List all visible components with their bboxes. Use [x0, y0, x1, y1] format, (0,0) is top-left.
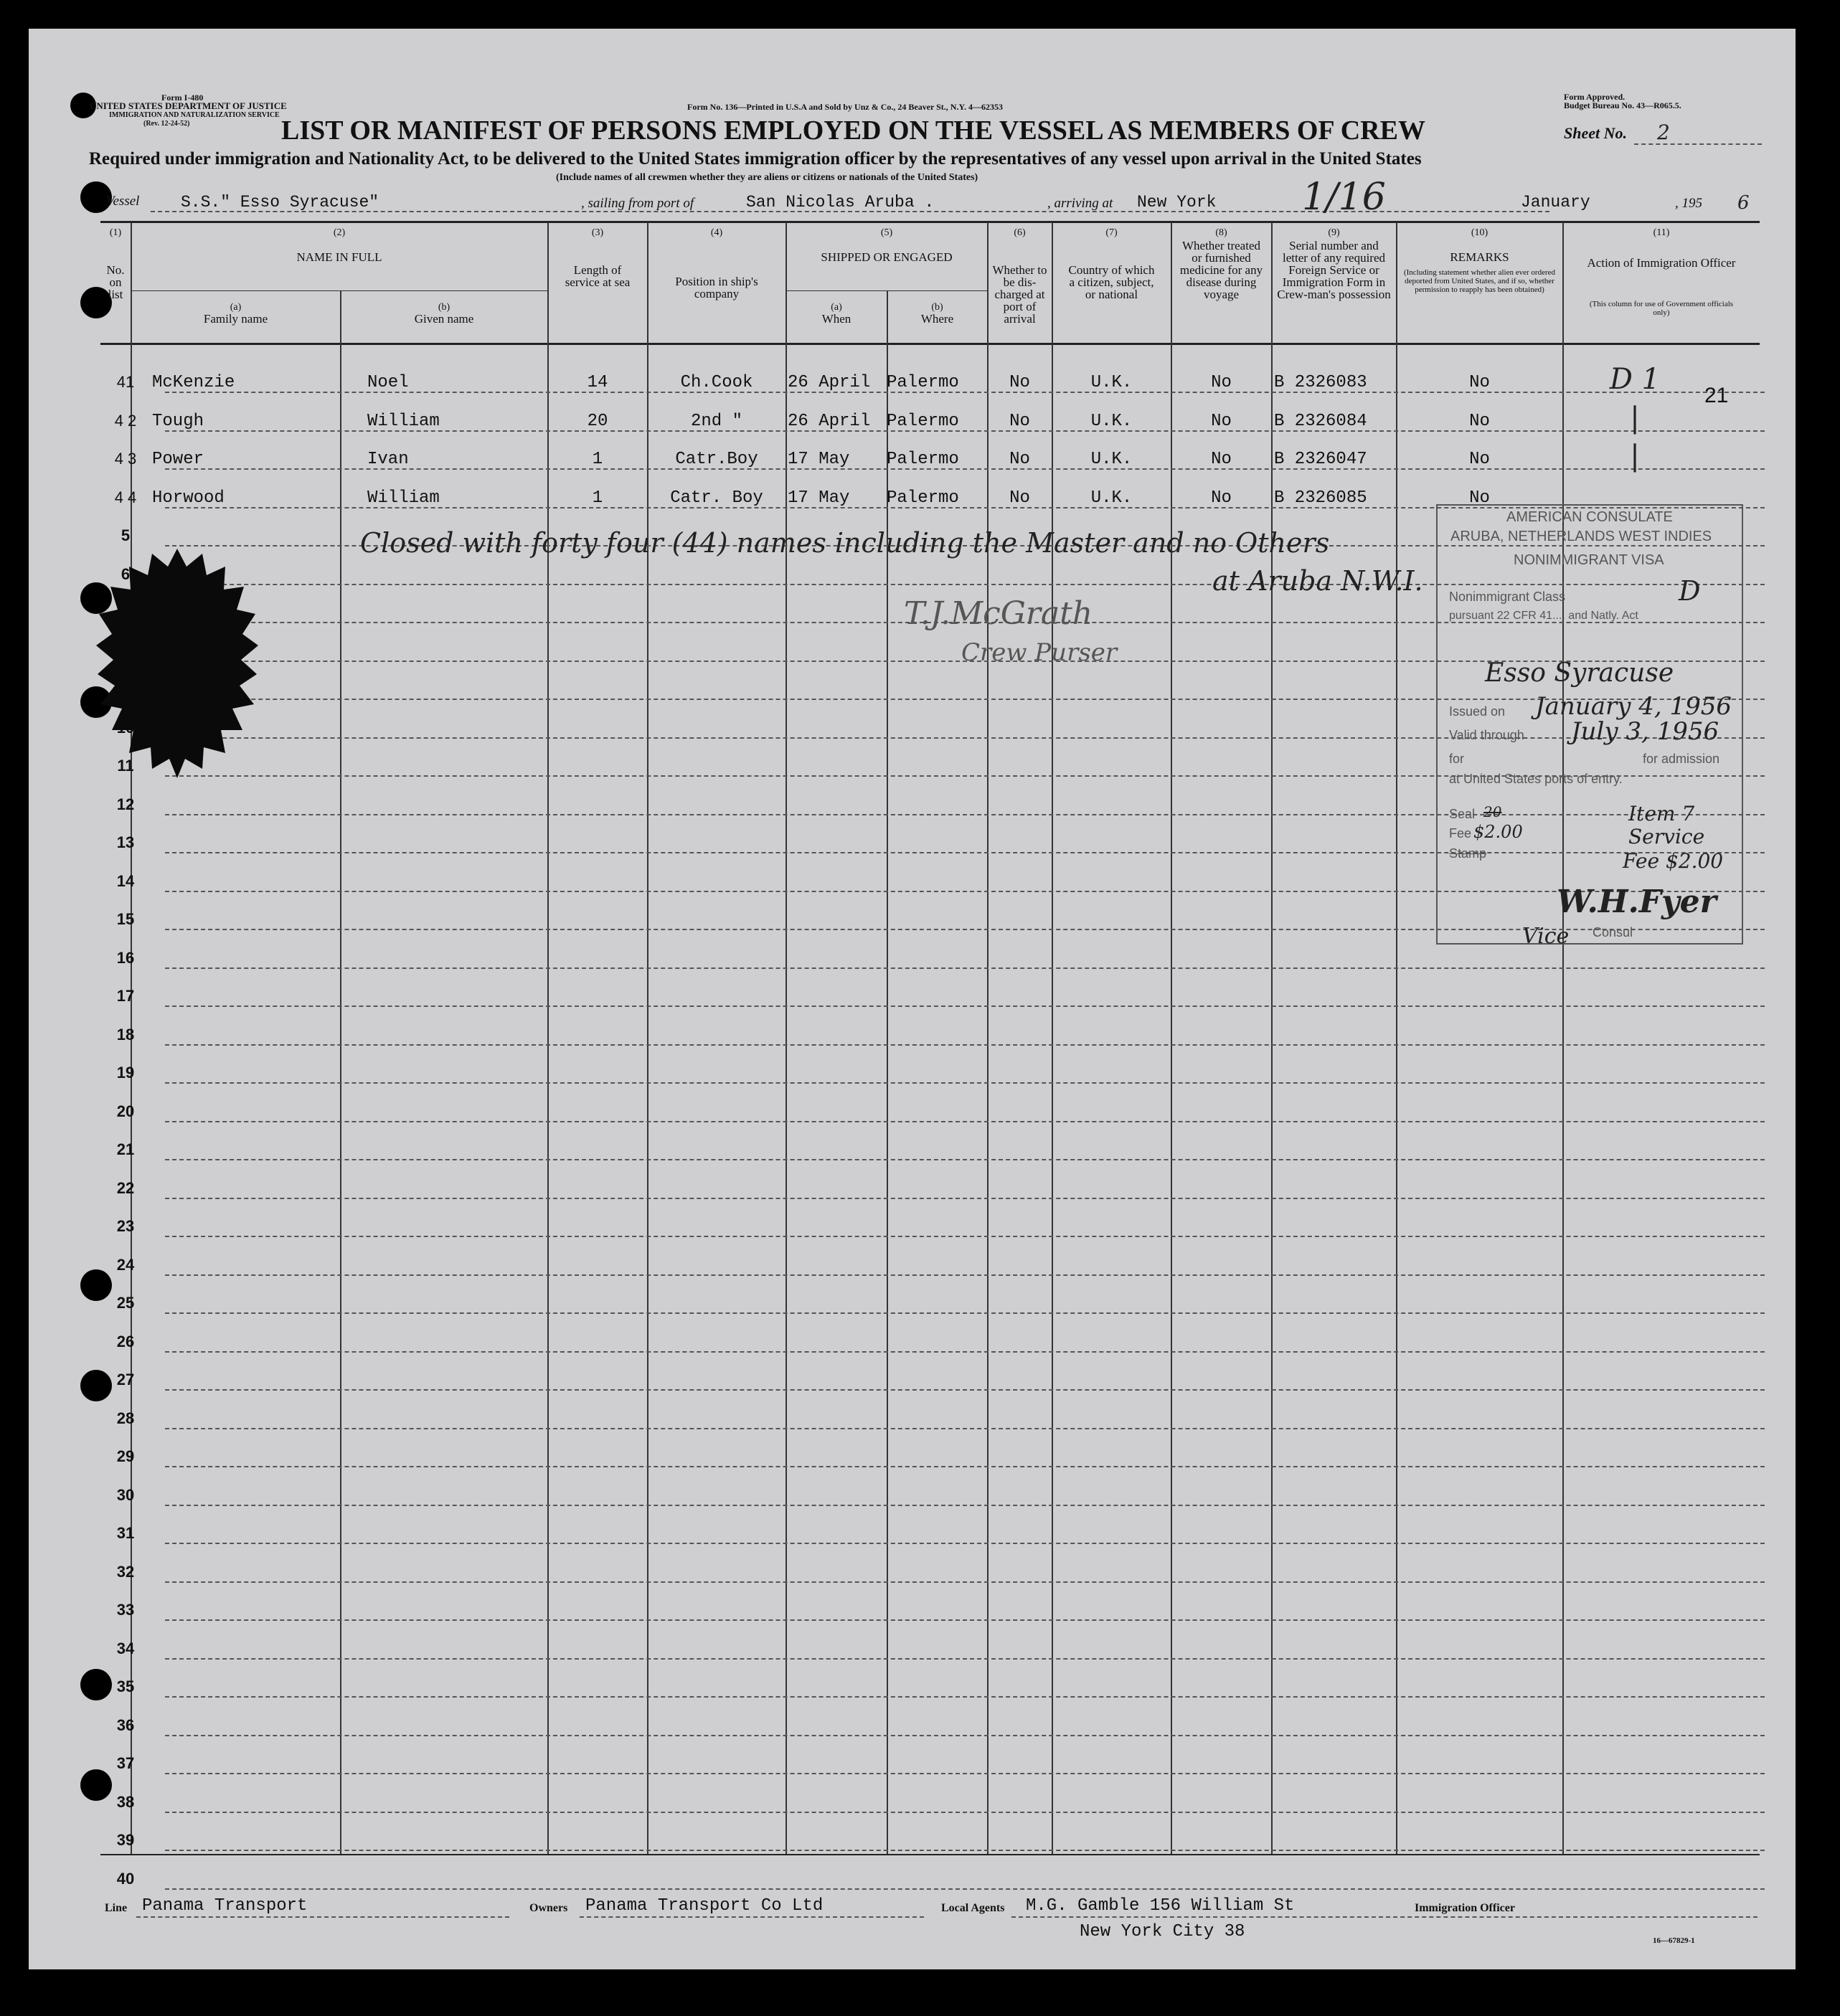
cell-country: U.K.: [1090, 488, 1133, 508]
cell-action: |: [1630, 440, 1640, 473]
col-name-in-full: NAME IN FULL: [296, 250, 382, 264]
footer-line-label: Line: [105, 1902, 128, 1914]
row-rule: [165, 967, 1765, 969]
sailing-port: San Nicolas Aruba .: [746, 193, 935, 212]
revision-line: (Rev. 12-24-52): [143, 120, 190, 128]
col-length-of-service: Length of service at sea: [565, 263, 631, 289]
row-rule: [165, 1773, 1765, 1774]
arrival-month: January: [1521, 193, 1590, 212]
cell-discharge: No: [1009, 488, 1030, 508]
arriving-label: , arriving at: [1047, 196, 1113, 211]
cell-action: D 1: [1609, 363, 1661, 396]
col-3-number: (3): [591, 227, 604, 238]
col-4-number: (4): [710, 227, 723, 238]
cell-discharge: No: [1009, 373, 1030, 392]
row-rule: [165, 1850, 1765, 1851]
department-line: UNITED STATES DEPARTMENT OF JUSTICE: [90, 100, 287, 111]
year-digit: 6: [1737, 192, 1750, 214]
row-number: 31: [116, 1524, 135, 1542]
stamp-class-label: Nonimmigrant Class: [1449, 590, 1566, 604]
col-position: Position in ship's company: [675, 275, 758, 300]
include-note: (Include names of all crewmen whether they are aliens or citizens or nationals of the United States): [556, 172, 978, 183]
stamp-visa-type: NONIMMIGRANT VISA: [1514, 552, 1664, 568]
stamp-vice: Vice: [1522, 924, 1570, 949]
sheet-underline: [1634, 143, 1762, 145]
cell-position: Catr. Boy: [670, 488, 763, 508]
row-rule: [165, 1274, 1765, 1276]
col-5-number: (5): [880, 227, 893, 238]
cell-action: |: [1630, 401, 1640, 435]
consul-signature: W.H.Fyer: [1557, 884, 1717, 920]
row-rule: [165, 1812, 1765, 1813]
row-number: 27: [116, 1371, 135, 1388]
cell-given: William: [367, 488, 440, 508]
cell-remarks: No: [1469, 373, 1490, 392]
cell-remarks: No: [1469, 411, 1490, 431]
name-subheader-line: [131, 290, 547, 291]
col-10-number: (10): [1471, 227, 1488, 238]
cell-length: 14: [587, 373, 608, 392]
cell-length: 1: [592, 488, 603, 508]
stamp-vessel: Esso Syracuse: [1485, 658, 1674, 688]
row-rule: [165, 1121, 1765, 1122]
cell-country: U.K.: [1090, 411, 1133, 431]
cell-country: U.K.: [1090, 373, 1133, 392]
col-8-number: (8): [1215, 227, 1227, 238]
cell-where: Palermo: [887, 373, 959, 392]
form-approved: Form Approved.: [1564, 92, 1626, 102]
cell-remarks: No: [1469, 488, 1490, 508]
row-number: 22: [116, 1178, 135, 1197]
footer-officer-underline: [1011, 1916, 1758, 1918]
row-rule: [165, 1735, 1765, 1736]
footer-form-number: 16—67829-1: [1653, 1936, 1695, 1945]
handwritten-mark: 1/16: [1302, 176, 1386, 219]
cell-position: 2nd ": [690, 411, 742, 431]
row-number: 17: [116, 987, 135, 1005]
row-number: 19: [116, 1064, 135, 1082]
col-action-note: (This column for use of Government officials only): [1589, 300, 1734, 317]
row-number: 40: [116, 1869, 135, 1888]
row-number: 24: [116, 1255, 135, 1274]
cell-where: Palermo: [887, 488, 959, 508]
row-number: 5: [121, 526, 131, 544]
row-rule: [165, 1351, 1765, 1353]
cell-family: Tough: [152, 411, 204, 431]
col-family-name: Family name: [203, 312, 268, 326]
cell-family: Power: [152, 450, 204, 469]
footer-agents-label: Local Agents: [941, 1902, 1005, 1914]
row-number: 33: [116, 1601, 135, 1619]
cell-serial: B 2326084: [1274, 411, 1367, 431]
col-11-number: (11): [1653, 227, 1670, 238]
row-rule: [165, 1389, 1765, 1391]
col-where-letter: (b): [931, 302, 943, 313]
cell-where: Palermo: [887, 450, 959, 469]
row-number: 13: [116, 833, 135, 851]
row-number: 25: [116, 1294, 135, 1312]
col-family-letter: (a): [230, 302, 242, 313]
row-rule: [165, 1236, 1765, 1237]
vessel-label: Vessel: [106, 194, 140, 209]
vessel-name: S.S." Esso Syracuse": [181, 193, 379, 212]
row-number: 18: [116, 1025, 135, 1044]
cell-family: Horwood: [152, 488, 225, 508]
stamp-consul: Consul: [1593, 925, 1633, 940]
row-number: 26: [116, 1332, 135, 1350]
stamp-seal-value: 20: [1483, 803, 1502, 820]
cell-length: 20: [587, 411, 608, 431]
service-line: IMMIGRATION AND NATURALIZATION SERVICE: [109, 111, 280, 119]
manifest-page: [29, 29, 1796, 1969]
row-rule: [165, 1082, 1765, 1084]
subtitle: Required under immigration and Nationality Act, to be delivered to the United States immigration officer by the representatives of any vessel upon arrival in the United States: [89, 149, 1422, 169]
col-7-number: (7): [1105, 227, 1118, 238]
row-number: 35: [116, 1677, 135, 1695]
row-number: 23: [116, 1217, 135, 1235]
cell-serial: B 2326047: [1274, 450, 1367, 469]
col-when-letter: (a): [831, 302, 842, 313]
footer-officer-label: Immigration Officer: [1415, 1902, 1515, 1914]
row-number: 39: [116, 1831, 135, 1849]
row-rule: [165, 1466, 1765, 1467]
row-rule: [165, 1159, 1765, 1160]
row-rule: [165, 1658, 1765, 1660]
cell-serial: B 2326085: [1274, 488, 1367, 508]
col-no-on-list: No. on list: [106, 263, 125, 301]
row-rule: [165, 1581, 1765, 1583]
stamp-class-value: D: [1679, 575, 1701, 607]
col-1-number: (1): [109, 227, 122, 238]
col-remarks-note: (Including statement whether alien ever ordered deported from United States, and if so, whether permission to reapply has been obtained): [1403, 268, 1556, 294]
col-given-name: Given name: [414, 312, 474, 326]
row-number: 30: [116, 1485, 135, 1504]
cell-when: 17 May: [788, 450, 850, 469]
stamp-seal-label: Seal: [1449, 807, 1476, 821]
cell-given: Noel: [367, 373, 409, 392]
col-shipped-or-engaged: SHIPPED OR ENGAGED: [821, 250, 953, 264]
col-treated: Whether treated or furnished medicine for any disease during voyage: [1179, 239, 1263, 301]
cell-when: 26 April: [788, 411, 871, 431]
row-number: 32: [116, 1562, 135, 1581]
cell-treated: No: [1211, 488, 1232, 508]
col-given-letter: (b): [438, 302, 450, 313]
row-rule: [165, 1428, 1765, 1429]
sailing-label: , sailing from port of: [581, 196, 694, 211]
row-number: 21: [116, 1140, 135, 1158]
row-number: 12: [116, 795, 135, 813]
stamp-admission: for admission: [1643, 752, 1720, 766]
cell-position: Ch.Cook: [680, 373, 753, 392]
row-number: 29: [116, 1447, 135, 1465]
col-action: Action of Immigration Officer: [1587, 256, 1736, 270]
closing-place: at Aruba N.W.I.: [1212, 565, 1423, 597]
cell-position: Catr.Boy: [675, 450, 758, 469]
row-number: 37: [116, 1754, 135, 1772]
stamp-for-label: for: [1449, 752, 1465, 766]
footer-agents-city: New York City 38: [1080, 1922, 1245, 1941]
row-number: 16: [116, 948, 135, 967]
row-number: 6: [121, 564, 131, 583]
form-code: Form I-480: [161, 93, 204, 103]
cell-where: Palermo: [887, 411, 959, 431]
column-divider: [785, 222, 787, 1854]
col-remarks: REMARKS: [1450, 250, 1509, 264]
row-number: 4 4: [114, 488, 137, 506]
cell-treated: No: [1211, 411, 1232, 431]
row-rule: [165, 1005, 1765, 1007]
stamp-consulate: AMERICAN CONSULATE: [1506, 509, 1673, 525]
arriving-port: New York: [1137, 193, 1217, 212]
row-rule: [165, 1696, 1765, 1698]
printer-line: Form No. 136—Printed in U.S.A and Sold by Unz & Co., 24 Beaver St., N.Y. 4—62353: [687, 102, 1004, 112]
row-rule: [165, 1044, 1765, 1046]
column-divider: [1271, 222, 1273, 1854]
row-number: 20: [116, 1102, 135, 1120]
footer-agents-value: M.G. Gamble 156 William St: [1026, 1896, 1295, 1916]
row-rule: [165, 1505, 1765, 1506]
footer-owners-underline: [580, 1916, 924, 1918]
cell-family: McKenzie: [152, 373, 235, 392]
purser-signature: T.J.McGrath: [904, 595, 1093, 632]
cell-treated: No: [1211, 373, 1232, 392]
seal-icon: [95, 545, 260, 782]
row-number: 34: [116, 1639, 135, 1657]
count-mark: 21: [1704, 384, 1729, 407]
row-number: 41: [116, 373, 135, 391]
year-prefix: , 195: [1675, 196, 1702, 211]
stamp-service: Service: [1628, 825, 1705, 848]
cell-discharge: No: [1009, 411, 1030, 431]
cell-given: Ivan: [367, 450, 409, 469]
cell-when: 17 May: [788, 488, 850, 508]
col-6-number: (6): [1014, 227, 1026, 238]
row-number: 36: [116, 1716, 135, 1734]
footer-owners-label: Owners: [529, 1902, 568, 1914]
col-when: When: [821, 312, 851, 326]
table-top-border: [100, 221, 1760, 223]
page-title: LIST OR MANIFEST OF PERSONS EMPLOYED ON THE VESSEL AS MEMBERS OF CREW: [281, 115, 1425, 146]
col-2-number: (2): [333, 227, 346, 238]
col-country: Country of which a citizen, subject, or national: [1068, 263, 1155, 301]
stamp-fee-value: $2.00: [1473, 822, 1523, 842]
stamp-location: ARUBA, NETHERLANDS WEST INDIES: [1450, 529, 1712, 544]
col-serial: Serial number and letter of any required Foreign Service or Immigration Form in Crew-man's possession: [1277, 239, 1391, 301]
row-number: 4 3: [114, 450, 137, 468]
closing-statement: Closed with forty four (44) names including the Master and no Others: [360, 527, 1330, 559]
footer-line-underline: [136, 1916, 509, 1918]
row-number: 15: [116, 910, 135, 928]
cell-remarks: No: [1469, 450, 1490, 469]
row-rule: [165, 1888, 1765, 1890]
row-rule: [165, 1198, 1765, 1199]
footer-owners-value: Panama Transport Co Ltd: [585, 1896, 824, 1916]
cell-serial: B 2326083: [1274, 373, 1367, 392]
row-rule: [165, 1312, 1765, 1314]
row-rule: [165, 1619, 1765, 1621]
table-header-bottom: [100, 343, 1760, 345]
stamp-fee-handwritten: Fee $2.00: [1623, 849, 1724, 873]
budget-bureau: Budget Bureau No. 43—R065.5.: [1564, 100, 1681, 110]
col-where: Where: [920, 312, 954, 326]
stamp-valid-label: Valid through: [1449, 728, 1524, 742]
stamp-fee-label: Fee: [1449, 826, 1472, 841]
stamp-item: Item 7: [1628, 802, 1695, 825]
row-rule: [165, 1543, 1765, 1544]
stamp-issued-label: Issued on: [1449, 704, 1506, 719]
shipped-subheader-line: [786, 290, 987, 291]
cell-discharge: No: [1009, 450, 1030, 469]
row-number: 28: [116, 1409, 135, 1427]
col-9-number: (9): [1328, 227, 1340, 238]
cell-treated: No: [1211, 450, 1232, 469]
sheet-number: 2: [1657, 120, 1670, 144]
stamp-issued-date: January 4, 1956: [1535, 692, 1732, 721]
table-bottom-border: [100, 1854, 1760, 1855]
cell-when: 26 April: [788, 373, 871, 392]
cell-length: 1: [592, 450, 603, 469]
col-discharged: Whether to be dis-charged at port of arrival: [992, 263, 1047, 326]
sheet-label: Sheet No.: [1564, 124, 1627, 142]
purser-title: Crew Purser: [961, 638, 1118, 667]
stamp-valid-date: July 3, 1956: [1571, 717, 1719, 746]
footer-line-value: Panama Transport: [142, 1896, 308, 1916]
row-number: 11: [117, 757, 134, 775]
row-number: 14: [116, 871, 135, 890]
stamp-stamp-label: Stamp: [1449, 846, 1487, 861]
row-number: 4 2: [114, 411, 137, 430]
cell-given: William: [367, 411, 440, 431]
row-number: 38: [116, 1792, 135, 1811]
cell-country: U.K.: [1090, 450, 1133, 469]
stamp-ports: at United States ports of entry.: [1449, 772, 1623, 786]
stamp-pursuant: pursuant 22 CFR 41.... and Natly. Act: [1449, 610, 1638, 622]
